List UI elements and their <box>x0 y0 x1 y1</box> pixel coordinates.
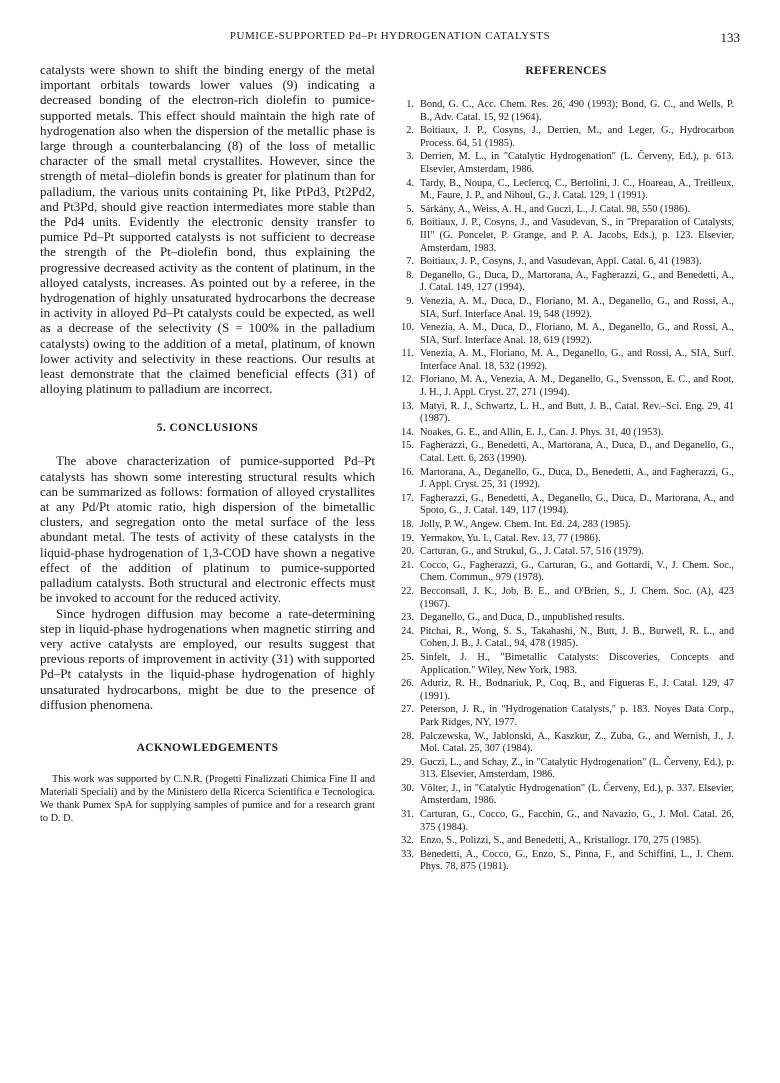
reference-item <box>398 151 734 176</box>
reference-text: Venezia, A. M., Duca, D., Floriano, M. A., Deganello, G., and Rossi, A., SIA, Surf. Interface Anal. 19, 548 (1992). <box>420 295 734 320</box>
reference-item <box>398 374 734 399</box>
reference-number: 19. <box>401 532 414 544</box>
reference-item <box>398 678 734 703</box>
reference-number: 9. <box>406 295 414 307</box>
reference-number: 2. <box>406 125 414 137</box>
reference-item <box>398 809 734 834</box>
reference-text: Deganello, G., Duca, D., Martorana, A., Fagherazzi, G., and Benedetti, A., J. Catal. 149, 127 (1994). <box>420 269 734 294</box>
reference-text: Peterson, J. R., in "Hydrogenation Catalysts," p. 183. Noyes Data Corp., Park Ridges, NY, 1977. <box>420 704 734 728</box>
reference-text: Martorana, A., Deganello, G., Duca, D., Benedetti, A., and Fagherazzi, G., J. Appl. Cryst. 25, 31 (1992). <box>420 466 734 491</box>
reference-text: Völter, J., in "Catalytic Hydrogenation" (L. Červeny, Ed.), p. 337. Elsevier, Amsterdam, 1986. <box>420 782 734 807</box>
acknowledgements-text: This work was supported by C.N.R. (Progetti Finalizzati Chimica Fine II and Materiali Speciali) and by the Ministero della Ricerca Scientifica e Tecnologica. We thank Pumex SpA for supplying samples of pumice and for a research grant to D. D. <box>40 773 375 824</box>
reference-text: Cocco, G., Fagherazzi, G., Carturan, G., and Gottardi, V., J. Chem. Soc., Chem. Commun., 979 (1978). <box>420 559 734 584</box>
reference-item <box>398 835 734 848</box>
reference-text: Deganello, G., and Duca, D., unpublished results. <box>420 612 625 624</box>
reference-item <box>398 256 734 269</box>
reference-item <box>398 493 734 518</box>
reference-item <box>398 296 734 321</box>
reference-text: Derrien, M. L., in "Catalytic Hydrogenation" (L. Červeny, Ed.), p. 613. Elsevier, Amsterdam, 1986. <box>420 151 734 175</box>
conclusions-paragraph: The above characterization of pumice-supported Pd–Pt catalysts has shown some interesting structural results which can be summarized as follows: formation of alloyed crystallites at any Pd/Pt atomic ratio, high dispersion of the bimetallic clusters, and segregation onto the metal surface of the less abundant metal. The tests of activity of these catalysts in the liquid-phase hydrogenation of 1,3-COD have shown a negative effect of the addition of platinum to pumice-supported palladium catalysts. Both structural and electronic effects must be invoked to account for the reduced activity. <box>40 453 375 606</box>
reference-item <box>398 125 734 150</box>
reference-text: Floriano, M. A., Venezia, A. M., Deganello, G., Svensson, E. C., and Root, J. H., J. Appl. Cryst. 27, 271 (1994). <box>420 374 734 399</box>
left-column <box>40 62 375 825</box>
references-heading: REFERENCES <box>525 65 607 77</box>
reference-number: 25. <box>401 651 414 663</box>
reference-number: 28. <box>401 730 414 742</box>
reference-number: 33. <box>401 848 414 860</box>
reference-number: 14. <box>401 426 414 438</box>
reference-item <box>398 731 734 756</box>
reference-item <box>398 704 734 729</box>
reference-number: 15. <box>401 440 414 452</box>
reference-text: Becconsall, J. K., Job, B. E., and O'Brien, S., J. Chem. Soc. (A), 423 (1967). <box>420 585 734 610</box>
reference-number: 17. <box>401 492 414 504</box>
reference-number: 27. <box>401 704 414 716</box>
reference-item <box>398 348 734 373</box>
reference-item <box>398 270 734 295</box>
reference-number: 18. <box>401 519 414 530</box>
reference-item <box>398 204 734 217</box>
reference-text: Enzo, S., Polizzi, S., and Benedetti, A., Kristallogr. 170, 275 (1985). <box>420 835 702 847</box>
reference-number: 3. <box>406 151 414 163</box>
acknowledgements-heading: ACKNOWLEDGEMENTS <box>136 741 279 754</box>
reference-item <box>398 217 734 255</box>
reference-item <box>398 546 734 559</box>
reference-number: 10. <box>401 322 414 334</box>
reference-item <box>398 757 734 782</box>
reference-item <box>398 427 734 440</box>
reference-item <box>398 178 734 203</box>
page-header <box>40 30 740 48</box>
reference-text: Matyi, R. J., Schwartz, L. H., and Butt, J. B., Catal. Rev.–Sci. Eng. 29, 41 (1987). <box>420 400 734 425</box>
reference-item <box>398 560 734 585</box>
reference-item <box>398 322 734 347</box>
reference-item <box>398 401 734 426</box>
running-title: PUMICE-SUPPORTED Pd–Pt HYDROGENATION CATALYSTS <box>229 30 551 42</box>
reference-text: Bond, G. C., Acc. Chem. Res. 26, 490 (1993); Bond, G. C., and Wells, P. B., Adv. Catal. 15, 92 (1964). <box>420 99 734 123</box>
reference-item <box>398 519 734 532</box>
conclusions-paragraph: Since hydrogen diffusion may become a rate-determining step in liquid-phase hydrogenations when magnetic stirring and very active catalysts are employed, our results suggest that previous reports of improvement in activity (31) with supported Pd–Pt catalysts in the liquid-phase hydrogenation of highly unsaturated hydrocarbons, might be due to the presence of diffusion phenomena. <box>40 605 375 712</box>
references-column <box>398 62 734 875</box>
reference-item <box>398 586 734 611</box>
reference-number: 13. <box>401 400 414 412</box>
reference-number: 26. <box>401 678 414 690</box>
reference-item <box>398 99 734 124</box>
reference-text: Boitiaux, J. P., Cosyns, J., and Vasudevan, S., in "Preparation of Catalysts, III" (G. Poncelet, P. Grange, and P. A. Jacobs, Eds.), p. 123. Elsevier, Amsterdam, 1983. <box>420 217 734 254</box>
reference-text: Fagherazzi, G., Benedetti, A., Martorana, A., Duca, D., and Deganello, G., Catal. Lett. 6, 263 (1990). <box>420 440 734 465</box>
reference-number: 1. <box>406 99 414 110</box>
reference-number: 4. <box>406 177 414 189</box>
reference-text: Venezia, A. M., Floriano, M. A., Deganello, G., and Rossi, A., SIA, Surf. Interface Anal. 18, 532 (1992). <box>420 348 734 372</box>
reference-number: 31. <box>401 809 414 821</box>
body-paragraph: catalysts were shown to shift the binding energy of the metal important orbitals towards lower values (9) indicating a decreased bonding of the electron-rich diolefin to pumice-supported metals. This effect should maintain the high rate of hydrogenation also when the dispersion of the metallic phase is large through a counterbalancing (8) of the loss of metallic character of the small metal crystallites. However, since the strength of metal–diolefin bonds is greater for platinum than for palladium, the various units containing Pt, like PtPd3, Pt2Pd2, and Pt3Pd, should give reaction intermediates more stable than the Pd4 units. Evidently the electronic density transfer to pumice Pd–Pt supported catalysts is not sufficient to decrease the strength of the Pt–diolefin bond, thus explaining the progressive decreased activity as the content of platinum, in the alloyed catalysts, increases. As pointed out by a referee, in the hydrogenation of highly unsaturated hydrocarbons the decrease in activity in alloyed Pd–Pt catalysts could be expected, as well as a decrease of the selectivity (S = 100% in the palladium catalysts) owing to the addition of a metal, platinum, of known lower activity and selectivity in these reactions. Our results at least demonstrate that the claimed beneficial effects (31) of alloying platinum to palladium are incorrect. <box>40 62 375 397</box>
reference-text: Boitiaux, J. P., Cosyns, J., Derrien, M., and Leger, G., Hydrocarbon Process. 64, 51 (1985). <box>420 125 734 149</box>
reference-item <box>398 467 734 492</box>
reference-text: Pitchai, R., Wong, S. S., Takahashi, N., Butt, J. B., Burwell, R. L., and Cohen, J. B., J. Catal., 94, 478 (1985). <box>420 625 734 650</box>
reference-number: 23. <box>401 612 414 624</box>
reference-item <box>398 783 734 808</box>
reference-number: 5. <box>406 203 414 215</box>
page-number: 133 <box>720 30 740 45</box>
reference-number: 21. <box>401 559 414 571</box>
reference-text: Carturan, G., Cocco, G., Facchin, G., and Navazio, G., J. Mol. Catal. 26, 375 (1984). <box>420 809 734 833</box>
reference-number: 29. <box>401 756 414 768</box>
reference-text: Aduriz, R. H., Bodnariuk, P., Coq, B., and Figueras F., J. Catal. 129, 47 (1991). <box>420 678 734 702</box>
reference-number: 30. <box>401 782 414 794</box>
conclusions-heading: 5. CONCLUSIONS <box>156 422 259 435</box>
reference-item <box>398 626 734 651</box>
reference-text: Tardy, B., Noupa, C., Leclercq, C., Bertolini, J. C., Hoareau, A., Treilleux, M., Faure, J. P., and Nihoul, G., J. Catal. 129, 1 (1991). <box>420 177 734 202</box>
reference-number: 12. <box>401 374 414 386</box>
reference-item <box>398 652 734 677</box>
reference-number: 22. <box>401 585 414 597</box>
reference-text: Fagherazzi, G., Benedetti, A., Deganello, G., Duca, D., Martorana, A., and Spoto, G., J. Catal. 149, 117 (1994). <box>420 492 734 517</box>
reference-item <box>398 849 734 874</box>
reference-text: Yermakov, Yu. I., Catal. Rev. 13, 77 (1986). <box>420 532 601 544</box>
reference-text: Noakes, G. E., and Allin, E. J., Can. J. Phys. 31, 40 (1953). <box>420 426 664 438</box>
reference-number: 7. <box>406 256 414 268</box>
reference-number: 24. <box>401 625 414 637</box>
references-list <box>398 99 734 874</box>
reference-text: Venezia, A. M., Duca, D., Floriano, M. A., Deganello, G., and Rossi, A., SIA, Surf. Interface Anal. 18, 619 (1992). <box>420 322 734 346</box>
reference-text: Palczewska, W., Jablonski, A., Kaszkur, Z., Zuba, G., and Wernish, J., J. Mol. Catal. 25, 307 (1984). <box>420 730 734 755</box>
reference-number: 8. <box>406 269 414 281</box>
reference-text: Jolly, P. W., Angew. Chem. Int. Ed. 24, 283 (1985). <box>420 519 631 530</box>
reference-number: 20. <box>401 546 414 558</box>
reference-text: Benedetti, A., Cocco, G., Enzo, S., Pinna, F., and Schiffini, L., J. Chem. Phys. 78, 875 (1981). <box>420 848 734 873</box>
reference-item <box>398 533 734 546</box>
reference-text: Sárkány, A., Weiss, A. H., and Guczi, L., J. Catal. 98, 550 (1986). <box>420 203 691 215</box>
reference-number: 16. <box>401 466 414 478</box>
reference-text: Carturan, G., and Strukul, G., J. Catal. 57, 516 (1979). <box>420 546 644 558</box>
reference-number: 32. <box>401 835 414 847</box>
reference-number: 11. <box>401 348 414 360</box>
reference-text: Boitiaux, J. P., Cosyns, J., and Vasudevan, Appl. Catal. 6, 41 (1983). <box>420 256 702 268</box>
reference-item <box>398 440 734 465</box>
reference-item <box>398 612 734 625</box>
reference-text: Guczi, L., and Schay, Z., in "Catalytic Hydrogenation" (L. Červeny, Ed.), p. 313. Elsevier, Amsterdam, 1986. <box>420 756 734 781</box>
reference-number: 6. <box>406 217 414 229</box>
reference-text: Sinfelt, J. H., "Bimetallic Catalysts: Discoveries, Concepts and Application." Wiley, New York, 1983. <box>420 651 734 676</box>
